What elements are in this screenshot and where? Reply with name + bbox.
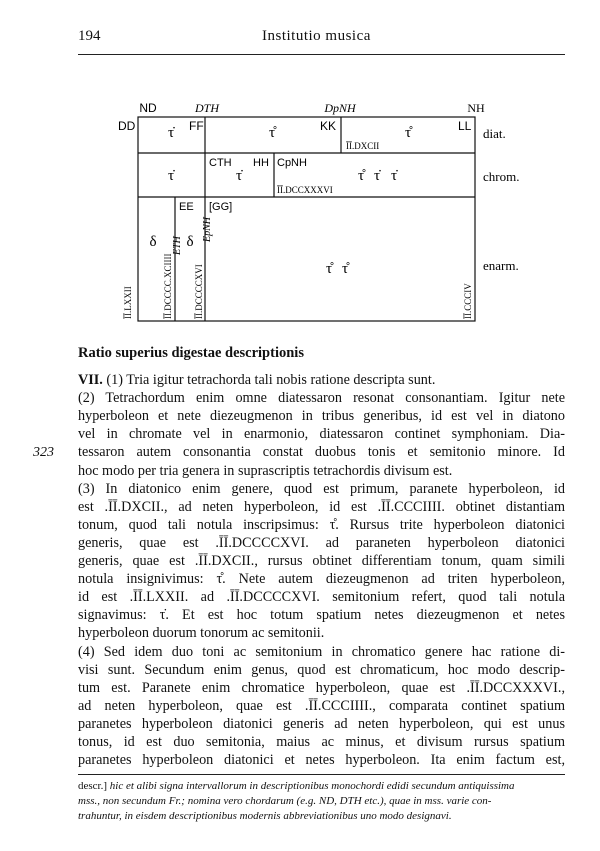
vertical-number: ĪĪ.DCCCC.XCIIII	[163, 253, 173, 319]
footnote-rule	[78, 774, 565, 775]
semitone-mark: τ̇	[373, 168, 381, 184]
label-ee: EE	[179, 201, 194, 213]
tone-mark: τ̊	[404, 125, 412, 141]
body-line: hyperboleon et nete diezeugmenon in tribus generibus, id est vel in diatono	[78, 408, 565, 425]
diagram-frame	[138, 117, 475, 321]
chrom-number: ĪĪ.DCCXXXVI	[277, 185, 333, 195]
row-label-chrom: chrom.	[483, 169, 520, 184]
body-line: est .ĪĪ.DXCII., ad neten hyperboleon, id est .ĪĪ.CCCIIII. obtinet distantiam	[78, 498, 565, 515]
semitone-mark: τ̇	[167, 168, 175, 184]
semitone-mark: τ̇	[390, 168, 398, 184]
body-line: vel in chromate vel in enarmonio, diatessaron continet symphoniam. Dia-	[78, 426, 565, 443]
body-line: visi sunt. Secundum enim genus, quod est chromaticum, hoc modo descrip-	[78, 661, 565, 678]
vertical-number: ĪĪ.LXXII	[123, 286, 133, 319]
margin-number: 323	[33, 445, 54, 460]
label-cth: CTH	[209, 157, 232, 169]
footnote-line: mss., non secundum Fr.; nomina vero chordarum (e.g. ND, DTH etc.), quae in mss. varie con-	[78, 795, 492, 807]
row-label-diat: diat.	[483, 126, 506, 141]
footnote-line: trahuntur, in eisdem descriptionibus modernis abbreviationibus uno modo designavi.	[78, 810, 452, 822]
diesis-mark: δ	[149, 234, 157, 250]
tone-mark: τ̊	[325, 261, 333, 277]
label-epnh: EpNH	[202, 217, 213, 242]
label-dd: DD	[118, 119, 136, 133]
tetrachord-diagram	[0, 0, 600, 340]
label-kk: KK	[320, 119, 337, 133]
body-line: tonum, quod tali notula inscripsimus: τ̊. Rursus trite hyperboleon diatonici	[78, 516, 565, 533]
section-title: Ratio superius digestae descriptionis	[78, 345, 304, 361]
body-line: tessaron autem consonantia constat duobus tonis et semitonio minore. Id	[78, 444, 565, 461]
page-number: 194	[78, 28, 101, 44]
body-line: tonus, id est duo semitonia, maius ac minus, et divisum rursus spatium	[78, 734, 565, 750]
body-line: (4) Sed idem duo toni ac semitonium in chromatico genere hac ratione di-	[78, 643, 565, 660]
row-label-enarm: enarm.	[483, 258, 519, 273]
body-line: generis, quae est .ĪĪ.DXCII., rursus obtinet differentiam tonum, quam simili	[78, 553, 565, 569]
body-line: hoc modo per tria genera in suprascriptis tetrachordis divisum est.	[78, 462, 453, 479]
body-line: paranetes hyperboleon diatonici et netes hyperboleon. Ita enim factum est,	[78, 752, 565, 769]
label-hh: HH	[253, 157, 269, 169]
body-line: notula insignivimus: τ̊. Nete autem diezeugmenon ad triten hyperboleon,	[78, 571, 565, 588]
body-line: ad neten hyperboleon, quae est .ĪĪ.CCCIIII., comparata continet spatium	[78, 697, 565, 714]
label-nd: ND	[139, 101, 157, 115]
running-title: Institutio musica	[262, 28, 371, 44]
footnote-line: descr.] hic et alibi signa intervallorum in descriptionibus monochordi edidi secundum antiquissima	[78, 780, 515, 792]
label-eth: ETH	[172, 236, 183, 255]
body-line: VII. (1) Tria igitur tetrachorda tali nobis ratione descripta sunt.	[78, 372, 436, 388]
vertical-number: ĪĪ.CCCIV	[463, 283, 473, 319]
label-nh: NH	[467, 101, 485, 115]
label-ll: LL	[458, 119, 472, 133]
body-line: id est .ĪĪ.LXXII. ad .ĪĪ.DCCCCXVI. semitonium refert, quod tali notula	[78, 589, 565, 606]
body-line: (3) In diatonico enim genere, quod est primum, paranete hyperboleon, id	[78, 480, 565, 497]
label-gg: [GG]	[209, 201, 233, 213]
body-line: (2) Tetrachordum enim omne diatessaron resonat consonantiam. Igitur nete	[78, 390, 565, 407]
diat-number: ĪĪ.DXCII	[346, 141, 380, 151]
body-line: hyperboleon duorum tonorum ac semitonii.	[78, 625, 325, 642]
body-line: paranetes hyperboleon diatonici generis ad neten hyperboleon, qui est unus	[78, 715, 565, 732]
semitone-mark: τ̇	[235, 168, 243, 184]
tone-mark: τ̊	[341, 261, 349, 277]
label-dpnh: DpNH	[324, 101, 356, 115]
diesis-mark: δ	[186, 234, 194, 250]
vertical-number: ĪĪ.DCCCCXVI	[194, 264, 204, 319]
semitone-mark: τ̇	[167, 125, 175, 141]
body-line: generis, quae est .ĪĪ.DCCCCXVI. ad paraneten hyperboleon diatonici	[78, 534, 565, 551]
label-dth: DTH	[194, 101, 220, 115]
body-line: signavimus: τ̇. Et est hoc totum spatium netes diezeugmenon et netes	[78, 607, 565, 624]
body-line: tum est. Paranete enim chromatice hyperboleon, quae est .ĪĪ.DCCXXXVI.,	[78, 679, 565, 696]
label-ff: FF	[189, 119, 204, 133]
tone-mark: τ̊	[357, 168, 365, 184]
label-cpnh: CpNH	[277, 157, 307, 169]
tone-mark: τ̊	[268, 125, 276, 141]
